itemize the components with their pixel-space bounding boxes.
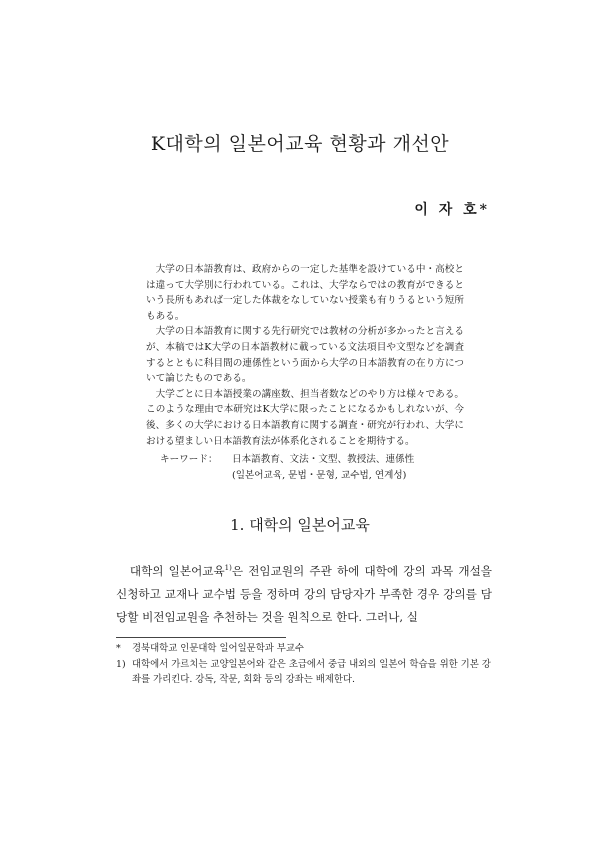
abstract [146,262,464,449]
abstract-paragraph: 大学ごとに日本語授業の講座数、担当者数などのやり方は様々である。このような理由で本研究はK大学に限ったことになるかもしれないが、今後、多くの大学における日本語教育に関する調査・研究が行われ、大学における望ましい日本語教育法が体系化されることを期待する。 [146,388,464,447]
footnote [116,657,492,688]
abstract-paragraph: 大学の日本語教育は、政府からの一定した基準を設けている中・高校とは違って大学別に行われている。これは、大学ならではの教育ができるという長所もあれば一定した体裁をなしていない授業も有りうるという短所もある。 [146,264,464,322]
body-text-rest: 은 전임교원의 주관 하에 대학에 강의 과목 개설을 신청하고 교재나 교수법 등을 정하며 강의 담당자가 부족한 경우 강의를 담당할 비전임교원을 추천하는 것을 원칙으로 한다. 그러나, 실 [116,564,492,624]
footnote-divider [116,637,286,638]
footnote-text: 경북대학교 인문대학 일어일문학과 부교수 [132,643,304,654]
footnote-text: 대학에서 가르치는 교양일본어와 같은 초급에서 중급 내외의 일본어 학습을 위한 기본 강좌를 가리킨다. 강독, 작문, 회화 등의 강좌는 배제한다. [132,658,491,685]
author-name: 이 자 호* [414,202,490,218]
footnote-mark: * [116,643,121,654]
section-body [116,560,492,629]
footnote-ref: 1) [224,564,232,573]
abstract-paragraph: 大学の日本語教育に関する先行研究では教材の分析が多かったと言えるが、本稿ではK大学の日本語教材に載っている文法項目や文型などを調査するとともに科目間の連係性という面から大学の日本語教育の在り方について論じたものである。 [146,326,464,385]
keywords-label: キーワード： [160,454,218,465]
body-paragraph [116,560,492,629]
paper-title: K대학의 일본어교육 현황과 개선안 [150,133,450,155]
keywords [160,452,414,484]
keywords-japanese: 日本語教育、文法・文型、教授法、連係性 [232,454,415,465]
footnotes [116,641,492,688]
footnote [116,641,492,657]
body-text-start: 대학의 일본어교육 [129,564,225,578]
section-heading: 1. 대학의 일본어교육 [230,516,370,534]
footnote-mark: 1) [116,658,126,670]
keywords-korean: (일본어교육, 문법・문형, 교수법, 연계성) [232,470,407,481]
